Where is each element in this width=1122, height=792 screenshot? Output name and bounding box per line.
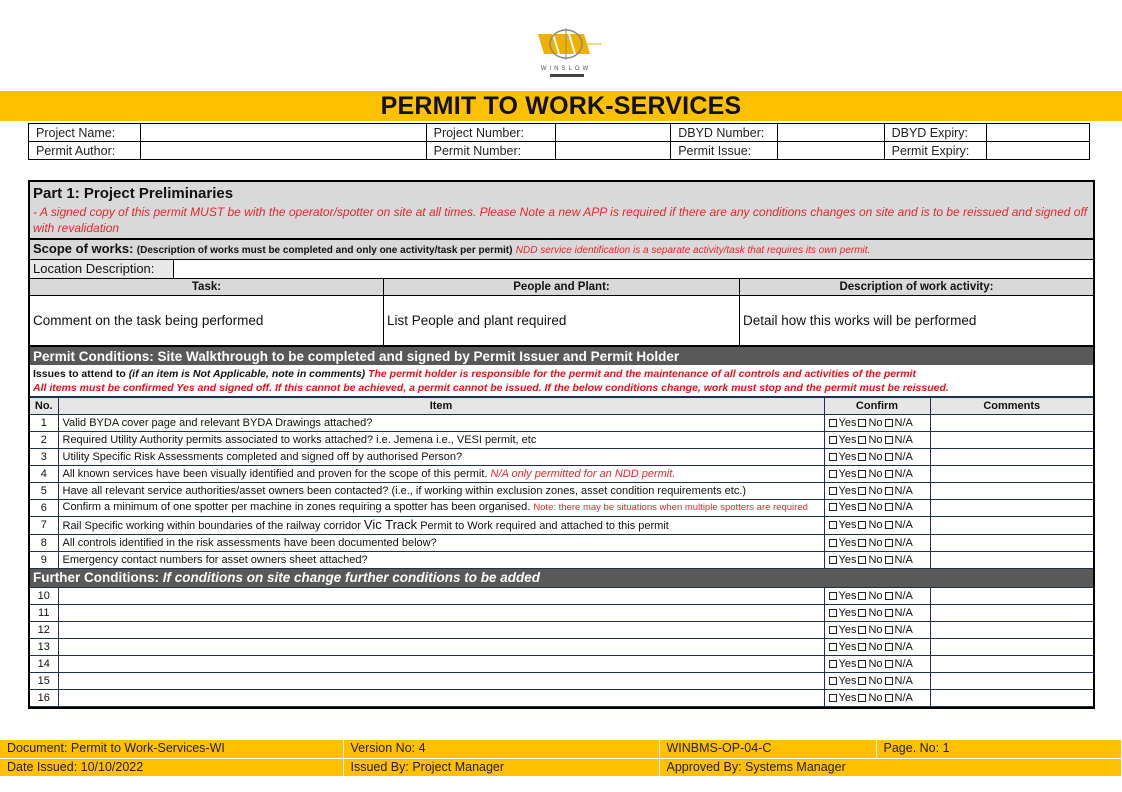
checkbox-no[interactable] — [858, 419, 866, 427]
comments-input[interactable] — [930, 690, 1093, 707]
checkbox-label: N/A — [894, 553, 913, 566]
col-header-no: No. — [30, 398, 58, 415]
comments-input[interactable] — [930, 500, 1093, 517]
checkbox-no[interactable] — [858, 660, 866, 668]
comments-input[interactable] — [930, 552, 1093, 569]
checkbox-na[interactable] — [885, 660, 893, 668]
row-number: 15 — [30, 673, 58, 690]
task-input[interactable]: Comment on the task being performed — [33, 313, 264, 328]
comments-input[interactable] — [930, 639, 1093, 656]
checkbox-no[interactable] — [858, 643, 866, 651]
part1-section — [30, 182, 1093, 240]
checkbox-label: No — [868, 553, 883, 566]
conditions-table — [30, 397, 1093, 569]
scope-note: NDD service identification is a separate activity/task that requires its own permit. — [515, 245, 871, 256]
location-row — [30, 260, 1093, 279]
footer-page-no: Page. No: 1 — [876, 740, 1122, 758]
checkbox-label: Yes — [838, 640, 857, 653]
location-input[interactable] — [174, 260, 1093, 278]
checkbox-label: N/A — [894, 640, 913, 653]
footer-date-issued: Date Issued: 10/10/2022 — [0, 758, 343, 776]
checkbox-yes[interactable] — [829, 521, 837, 529]
people-plant-input[interactable]: List People and plant required — [387, 313, 567, 328]
table-row — [30, 517, 1093, 535]
checkbox-label: Yes — [838, 416, 857, 429]
condition-input[interactable] — [58, 673, 824, 690]
input-dbyd-expiry[interactable] — [987, 124, 1090, 142]
checkbox-label: N/A — [894, 674, 913, 687]
table-row — [30, 656, 1093, 673]
checkbox-label: Yes — [838, 467, 857, 480]
confirm-options — [824, 639, 930, 656]
confirm-options — [824, 673, 930, 690]
checkbox-label: N/A — [894, 501, 913, 513]
table-row — [30, 605, 1093, 622]
checkbox-label: Yes — [838, 433, 857, 446]
input-permit-author[interactable] — [140, 142, 426, 160]
checkbox-no[interactable] — [858, 503, 866, 511]
table-header-row — [30, 398, 1093, 415]
work-activity-header: Description of work activity: — [740, 279, 1093, 296]
checkbox-yes[interactable] — [829, 643, 837, 651]
table-row — [30, 466, 1093, 483]
item-text: All known services have been visually identified and proven for the scope of this permit. — [62, 467, 491, 480]
table-row — [30, 552, 1093, 569]
col-header-confirm: Confirm — [824, 398, 930, 415]
confirm-options — [824, 690, 930, 707]
confirm-options — [824, 552, 930, 569]
issues-paren: (if an item is Not Applicable, note in comments) — [128, 368, 366, 380]
permit-conditions-heading: Permit Conditions: Site Walkthrough to be completed and signed by Permit Issuer and Permit Holder — [30, 345, 1093, 365]
checkbox-label: No — [868, 606, 883, 619]
footer-doc-code: WINBMS-OP-04-C — [659, 740, 876, 758]
checkbox-na[interactable] — [885, 503, 893, 511]
checkbox-yes[interactable] — [829, 660, 837, 668]
company-logo — [530, 26, 610, 80]
table-row — [30, 432, 1093, 449]
condition-input[interactable] — [58, 656, 824, 673]
checkbox-na[interactable] — [885, 436, 893, 444]
table-row — [30, 449, 1093, 466]
issues-instructions — [30, 365, 1093, 397]
comments-input[interactable] — [930, 483, 1093, 500]
checkbox-na[interactable] — [885, 609, 893, 617]
scope-instruction: (Description of works must be completed and only one activity/task per permit) — [136, 245, 513, 256]
checkbox-yes[interactable] — [829, 626, 837, 634]
item-text: All controls identified in the risk assessments have been documented below? — [62, 536, 437, 549]
row-item — [58, 432, 824, 449]
checkbox-na[interactable] — [885, 470, 893, 478]
checkbox-label: Yes — [838, 519, 857, 531]
comments-input[interactable] — [930, 415, 1093, 432]
scope-label: Scope of works: — [33, 241, 134, 256]
item-text: Valid BYDA cover page and relevant BYDA Drawings attached? — [62, 416, 373, 429]
item-text-part: Rail Specific working within boundaries of the railway corridor — [62, 520, 364, 532]
row-number: 7 — [30, 517, 58, 535]
people-plant-column — [384, 279, 740, 345]
checkbox-na[interactable] — [885, 592, 893, 600]
further-label: Further Conditions: — [33, 570, 163, 585]
row-number: 6 — [30, 500, 58, 517]
checkbox-label: N/A — [894, 536, 913, 549]
confirm-options — [824, 517, 930, 535]
label-project-number: Project Number: — [426, 124, 556, 142]
input-dbyd-number[interactable] — [777, 124, 884, 142]
item-text-part: Vic Track — [363, 517, 418, 532]
checkbox-label: Yes — [838, 657, 857, 670]
footer-issued-by: Issued By: Project Manager — [343, 758, 659, 776]
input-project-number[interactable] — [556, 124, 671, 142]
input-permit-issue[interactable] — [777, 142, 884, 160]
people-plant-header: People and Plant: — [384, 279, 739, 296]
label-permit-number: Permit Number: — [426, 142, 556, 160]
condition-input[interactable] — [58, 690, 824, 707]
confirm-options — [824, 415, 930, 432]
checkbox-na[interactable] — [885, 694, 893, 702]
row-item — [58, 517, 824, 535]
confirm-options — [824, 622, 930, 639]
checkbox-label: N/A — [894, 623, 913, 636]
comments-input[interactable] — [930, 673, 1093, 690]
document-footer — [0, 740, 1122, 777]
checkbox-no[interactable] — [858, 609, 866, 617]
checkbox-label: N/A — [894, 450, 913, 463]
checkbox-no[interactable] — [858, 453, 866, 461]
comments-input[interactable] — [930, 466, 1093, 483]
checkbox-label: No — [868, 484, 883, 497]
table-row — [30, 415, 1093, 432]
checkbox-label: N/A — [894, 691, 913, 704]
checkbox-label: No — [868, 589, 883, 602]
checkbox-label: Yes — [838, 553, 857, 566]
checkbox-yes[interactable] — [829, 453, 837, 461]
row-number: 1 — [30, 415, 58, 432]
item-note: N/A only permitted for an NDD permit. — [490, 467, 676, 480]
col-header-item: Item — [58, 398, 824, 415]
condition-input[interactable] — [58, 605, 824, 622]
label-permit-issue: Permit Issue: — [671, 142, 778, 160]
checkbox-na[interactable] — [885, 487, 893, 495]
row-number: 4 — [30, 466, 58, 483]
checkbox-label: N/A — [894, 484, 913, 497]
checkbox-na[interactable] — [885, 453, 893, 461]
checkbox-label: N/A — [894, 657, 913, 670]
checkbox-na[interactable] — [885, 521, 893, 529]
confirm-options — [824, 656, 930, 673]
scope-of-works — [30, 240, 1093, 260]
checkbox-yes[interactable] — [829, 487, 837, 495]
further-conditions-table — [30, 587, 1093, 707]
checkbox-yes[interactable] — [829, 419, 837, 427]
item-text: Confirm a minimum of one spotter per machine in zones requiring a spotter has been organised. — [62, 501, 534, 513]
logo-text: WINSLOW — [540, 66, 592, 72]
row-item — [58, 535, 824, 552]
row-number: 11 — [30, 605, 58, 622]
checkbox-label: Yes — [838, 484, 857, 497]
header-row — [29, 124, 1090, 142]
table-row — [30, 483, 1093, 500]
row-item — [58, 552, 824, 569]
checkbox-yes[interactable] — [829, 609, 837, 617]
work-activity-input[interactable]: Detail how this works will be performed — [743, 313, 977, 328]
table-row — [30, 673, 1093, 690]
item-text: Required Utility Authority permits associated to works attached? i.e. Jemena i.e., VESI permit, etc — [62, 433, 537, 446]
row-item — [58, 466, 824, 483]
checkbox-label: Yes — [838, 501, 857, 513]
checkbox-na[interactable] — [885, 626, 893, 634]
label-project-name: Project Name: — [29, 124, 141, 142]
item-note: Note: there may be situations when multiple spotters are required — [533, 502, 808, 513]
winslow-logo-icon — [530, 26, 610, 80]
checkbox-label: No — [868, 657, 883, 670]
table-row — [30, 690, 1093, 707]
row-item — [58, 500, 824, 517]
comments-input[interactable] — [930, 432, 1093, 449]
checkbox-na[interactable] — [885, 556, 893, 564]
header-fields-table — [28, 123, 1090, 160]
table-row — [30, 500, 1093, 517]
footer-row — [0, 758, 1122, 776]
confirm-options — [824, 605, 930, 622]
condition-input[interactable] — [58, 622, 824, 639]
checkbox-label: Yes — [838, 536, 857, 549]
part1-note: - A signed copy of this permit MUST be with the operator/spotter on site at all times. Please Note a new APP is required if there are any conditions changes on site and is to be reissued and signed off with revalidation — [33, 205, 1088, 235]
input-project-name[interactable] — [140, 124, 426, 142]
row-number: 16 — [30, 690, 58, 707]
checkbox-label: No — [868, 691, 883, 704]
checkbox-na[interactable] — [885, 643, 893, 651]
checkbox-label: Yes — [838, 450, 857, 463]
checkbox-label: N/A — [894, 589, 913, 602]
checkbox-label: N/A — [894, 606, 913, 619]
comments-input[interactable] — [930, 605, 1093, 622]
item-text-part: Permit to Work required and attached to this permit — [417, 520, 669, 532]
issues-red-note-2: All items must be confirmed Yes and signed off. If this cannot be achieved, a permit cannot be issued. If the below conditions change, work must stop and the permit must be reissued. — [33, 382, 949, 394]
row-number: 14 — [30, 656, 58, 673]
checkbox-yes[interactable] — [829, 694, 837, 702]
checkbox-no[interactable] — [858, 487, 866, 495]
checkbox-yes[interactable] — [829, 470, 837, 478]
footer-version: Version No: 4 — [343, 740, 659, 758]
row-number: 3 — [30, 449, 58, 466]
table-row — [30, 622, 1093, 639]
row-number: 12 — [30, 622, 58, 639]
checkbox-label: No — [868, 467, 883, 480]
input-permit-number[interactable] — [556, 142, 671, 160]
checkbox-na[interactable] — [885, 677, 893, 685]
table-row — [30, 639, 1093, 656]
checkbox-yes[interactable] — [829, 677, 837, 685]
row-item — [58, 483, 824, 500]
checkbox-label: No — [868, 519, 883, 531]
issues-red-note-1: The permit holder is responsible for the permit and the maintenance of all controls and activities of the permit — [368, 368, 916, 380]
checkbox-yes[interactable] — [829, 592, 837, 600]
comments-input[interactable] — [930, 517, 1093, 535]
label-permit-expiry: Permit Expiry: — [884, 142, 987, 160]
checkbox-label: No — [868, 450, 883, 463]
footer-approved-by: Approved By: Systems Manager — [659, 758, 1122, 776]
comments-input[interactable] — [930, 588, 1093, 605]
location-label: Location Description: — [30, 260, 174, 278]
checkbox-label: Yes — [838, 691, 857, 704]
checkbox-yes[interactable] — [829, 539, 837, 547]
confirm-options — [824, 588, 930, 605]
confirm-options — [824, 535, 930, 552]
checkbox-label: No — [868, 433, 883, 446]
row-number: 2 — [30, 432, 58, 449]
input-permit-expiry[interactable] — [987, 142, 1090, 160]
further-body — [30, 588, 1093, 707]
footer-document: Document: Permit to Work-Services-WI — [0, 740, 343, 758]
checkbox-yes[interactable] — [829, 436, 837, 444]
col-header-comments: Comments — [930, 398, 1093, 415]
row-number: 5 — [30, 483, 58, 500]
part1-heading: Part 1: Project Preliminaries — [33, 185, 234, 202]
row-item — [58, 449, 824, 466]
row-item — [58, 415, 824, 432]
checkbox-no[interactable] — [858, 470, 866, 478]
checkbox-label: N/A — [894, 433, 913, 446]
comments-input[interactable] — [930, 449, 1093, 466]
checkbox-yes[interactable] — [829, 503, 837, 511]
comments-input[interactable] — [930, 622, 1093, 639]
checkbox-no[interactable] — [858, 556, 866, 564]
checkbox-no[interactable] — [858, 677, 866, 685]
checkbox-label: N/A — [894, 416, 913, 429]
checkbox-no[interactable] — [858, 436, 866, 444]
checkbox-label: N/A — [894, 467, 913, 480]
checkbox-na[interactable] — [885, 539, 893, 547]
checkbox-no[interactable] — [858, 626, 866, 634]
further-note: If conditions on site change further conditions to be added — [162, 570, 540, 585]
item-text: Emergency contact numbers for asset owners sheet attached? — [62, 553, 368, 566]
items-body — [30, 415, 1093, 569]
checkbox-yes[interactable] — [829, 556, 837, 564]
confirm-options — [824, 466, 930, 483]
label-dbyd-expiry: DBYD Expiry: — [884, 124, 987, 142]
item-text: Utility Specific Risk Assessments completed and signed off by authorised Person? — [62, 450, 463, 463]
checkbox-label: Yes — [838, 589, 857, 602]
comments-input[interactable] — [930, 656, 1093, 673]
checkbox-no[interactable] — [858, 592, 866, 600]
comments-input[interactable] — [930, 535, 1093, 552]
label-dbyd-number: DBYD Number: — [671, 124, 778, 142]
permit-form — [28, 180, 1095, 709]
checkbox-label: N/A — [894, 519, 913, 531]
issues-label: Issues to attend to — [33, 368, 126, 380]
checkbox-label: No — [868, 623, 883, 636]
work-activity-column — [740, 279, 1093, 345]
label-permit-author: Permit Author: — [29, 142, 141, 160]
checkbox-label: No — [868, 640, 883, 653]
task-people-work-grid — [30, 279, 1093, 345]
further-conditions-heading — [30, 569, 1093, 587]
task-column — [30, 279, 384, 345]
row-number: 8 — [30, 535, 58, 552]
condition-input[interactable] — [58, 639, 824, 656]
confirm-options — [824, 449, 930, 466]
confirm-options — [824, 432, 930, 449]
checkbox-label: Yes — [838, 606, 857, 619]
checkbox-no[interactable] — [858, 521, 866, 529]
checkbox-label: Yes — [838, 623, 857, 636]
item-text: Have all relevant service authorities/asset owners been contacted? (i.e., if working within exclusion zones, asset condition requirements etc.) — [62, 484, 747, 497]
checkbox-label: No — [868, 501, 883, 513]
row-number: 13 — [30, 639, 58, 656]
checkbox-no[interactable] — [858, 694, 866, 702]
confirm-options — [824, 500, 930, 517]
row-number: 10 — [30, 588, 58, 605]
page-title: PERMIT TO WORK-SERVICES — [0, 91, 1122, 121]
checkbox-label: No — [868, 536, 883, 549]
condition-input[interactable] — [58, 588, 824, 605]
table-row — [30, 588, 1093, 605]
task-header: Task: — [30, 279, 383, 296]
checkbox-no[interactable] — [858, 539, 866, 547]
header-row — [29, 142, 1090, 160]
checkbox-label: No — [868, 416, 883, 429]
confirm-options — [824, 483, 930, 500]
checkbox-na[interactable] — [885, 419, 893, 427]
row-number: 9 — [30, 552, 58, 569]
footer-row — [0, 740, 1122, 758]
checkbox-label: No — [868, 674, 883, 687]
checkbox-label: Yes — [838, 674, 857, 687]
table-row — [30, 535, 1093, 552]
